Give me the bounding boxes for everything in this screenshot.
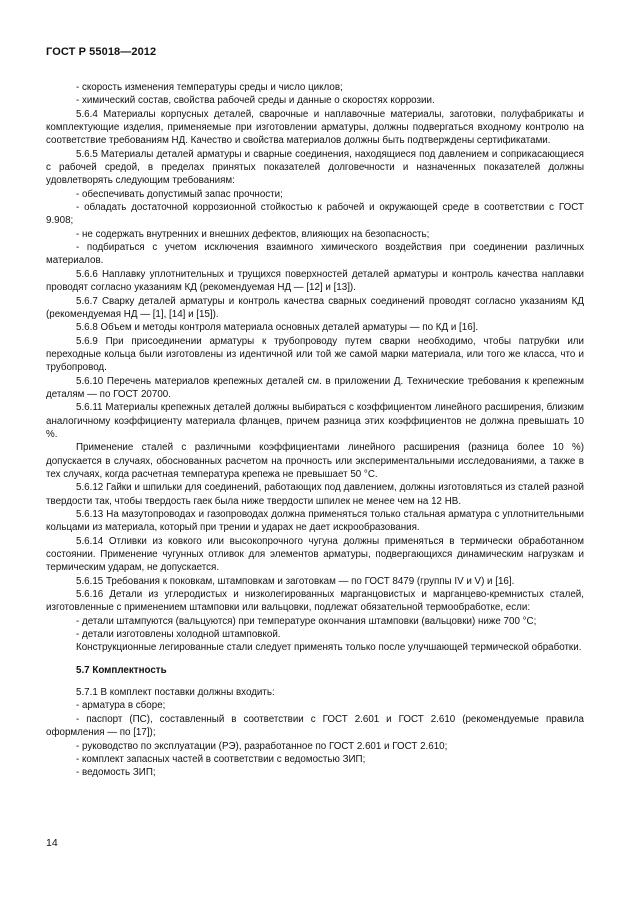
paragraph: 5.6.16 Детали из углеродистых и низколегированных марганцовистых и марганцево-кремнистых сталей, изготовленные с применением штамповки или вальцовки, подлежат обязательной термообработке, если: [46, 589, 584, 614]
paragraph: - арматура в сборе; [76, 700, 166, 712]
paragraph: 5.6.6 Наплавку уплотнительных и трущихся поверхностей деталей арматуры и контроль качества наплавки проводят согласно указаниям КД (рекомендуемая НД — [12] и [13]). [46, 268, 584, 294]
paragraph: - паспорт (ПС), составленный в соответствии с ГОСТ 2.601 и ГОСТ 2.610 (рекомендуемые правила оформления — по [17]); [46, 713, 584, 739]
section-heading: 5.7 Комплектность [76, 664, 167, 676]
paragraph: 5.6.8 Объем и методы контроля материала основных деталей арматуры — по КД и [16]. [76, 322, 479, 334]
paragraph: 5.6.15 Требования к поковкам, штамповкам и заготовкам — по ГОСТ 8479 (группы IV и V) и [16]. [76, 575, 515, 587]
paragraph: 5.6.11 Материалы крепежных деталей должны выбираться с коэффициентом линейного расширения, близким аналогичному коэффициенту материала фланцев, причем разница этих коэффициентов не должна превышать 10 %. [46, 402, 584, 440]
paragraph: - обладать достаточной коррозионной стойкостью к рабочей и окружающей среде в соответствии с ГОСТ 9.908; [46, 202, 584, 227]
document-body [46, 81, 584, 780]
document-header: ГОСТ Р 55018—2012 [46, 46, 157, 58]
paragraph: - скорость изменения температуры среды и число циклов; [76, 82, 343, 93]
paragraph: 5.6.4 Материалы корпусных деталей, сварочные и наплавочные материалы, заготовки, полуфабрикаты и комплектующие изделия, применяемые при изготовлении арматуры, должны подвергаться входному контролю на соответствие требованиям НД. Качество и свойства материалов должны быть подтверждены сертификатами. [46, 108, 584, 147]
paragraph: Конструкционные легированные стали следует применять только после улучшающей термической обработки. [76, 642, 582, 654]
paragraph: - комплект запасных частей в соответствии с ведомостью ЗИП; [76, 753, 366, 765]
page-number: 14 [46, 837, 58, 849]
paragraph: - обеспечивать допустимый запас прочности; [76, 188, 283, 200]
paragraph: 5.6.12 Гайки и шпильки для соединений, работающих под давлением, должны изготовляться из сталей разной твердости так, чтобы твердость гаек была ниже твердости шпилек не менее чем на 12 НВ. [46, 482, 584, 507]
paragraph: - не содержать внутренних и внешних дефектов, влияющих на безопасность; [76, 228, 430, 240]
paragraph: - ведомость ЗИП; [76, 767, 156, 779]
paragraph: - подбираться с учетом исключения взаимного химического воздействия при соединении различных материалов. [46, 242, 584, 267]
paragraph: 5.6.13 На мазутопроводах и газопроводах должна применяться только стальная арматура с уплотнительными кольцами из материала, который при трении и ударах не дает искрообразования. [46, 509, 584, 534]
paragraph: 5.6.7 Сварку деталей арматуры и контроль качества сварных соединений проводят согласно указаниям КД (рекомендуемая НД — [1], [14] и [15]). [46, 295, 584, 320]
paragraph: Применение сталей с различными коэффициентами линейного расширения (разница более 10 %) допускается в случаях, обоснованных расчетом на прочность или экспериментальными исследованиями, а также в тех случаях, когда расчетная температура крепежа не превышает 50 °С. [46, 442, 584, 480]
paragraph: 5.6.10 Перечень материалов крепежных деталей см. в приложении Д. Технические требования к крепежным деталям — по ГОСТ 20700. [46, 375, 584, 400]
paragraph: 5.6.14 Отливки из ковкого или высокопрочного чугуна должны применяться в термически обработанном состоянии. Применение чугунных отливок для элементов арматуры, подвергающихся динамическим нагрузкам и термическим ударам, не допускается. [46, 535, 584, 574]
paragraph: - химический состав, свойства рабочей среды и данные о скоростях коррозии. [76, 95, 435, 107]
paragraph: - руководство по эксплуатации (РЭ), разработанное по ГОСТ 2.601 и ГОСТ 2.610; [76, 740, 448, 752]
paragraph: 5.7.1 В комплект поставки должны входить: [76, 687, 275, 699]
paragraph: - детали изготовлены холодной штамповкой. [76, 629, 281, 641]
paragraph: 5.6.9 При присоединении арматуры к трубопроводу путем сварки необходимо, чтобы патрубки или переходные кольца были изготовлены из идентичной или той же самой марки материала, или того же класса, что и трубопровод. [46, 335, 584, 374]
paragraph: - детали штампуются (вальцуются) при температуре окончания штамповки (вальцовки) ниже 700 °С; [76, 615, 537, 627]
paragraph: 5.6.5 Материалы деталей арматуры и сварные соединения, находящиеся под давлением и соприкасающиеся с рабочей средой, в пределах принятых показателей долговечности и назначенных показателей должны удовлетворять следующим требованиям: [46, 148, 584, 187]
